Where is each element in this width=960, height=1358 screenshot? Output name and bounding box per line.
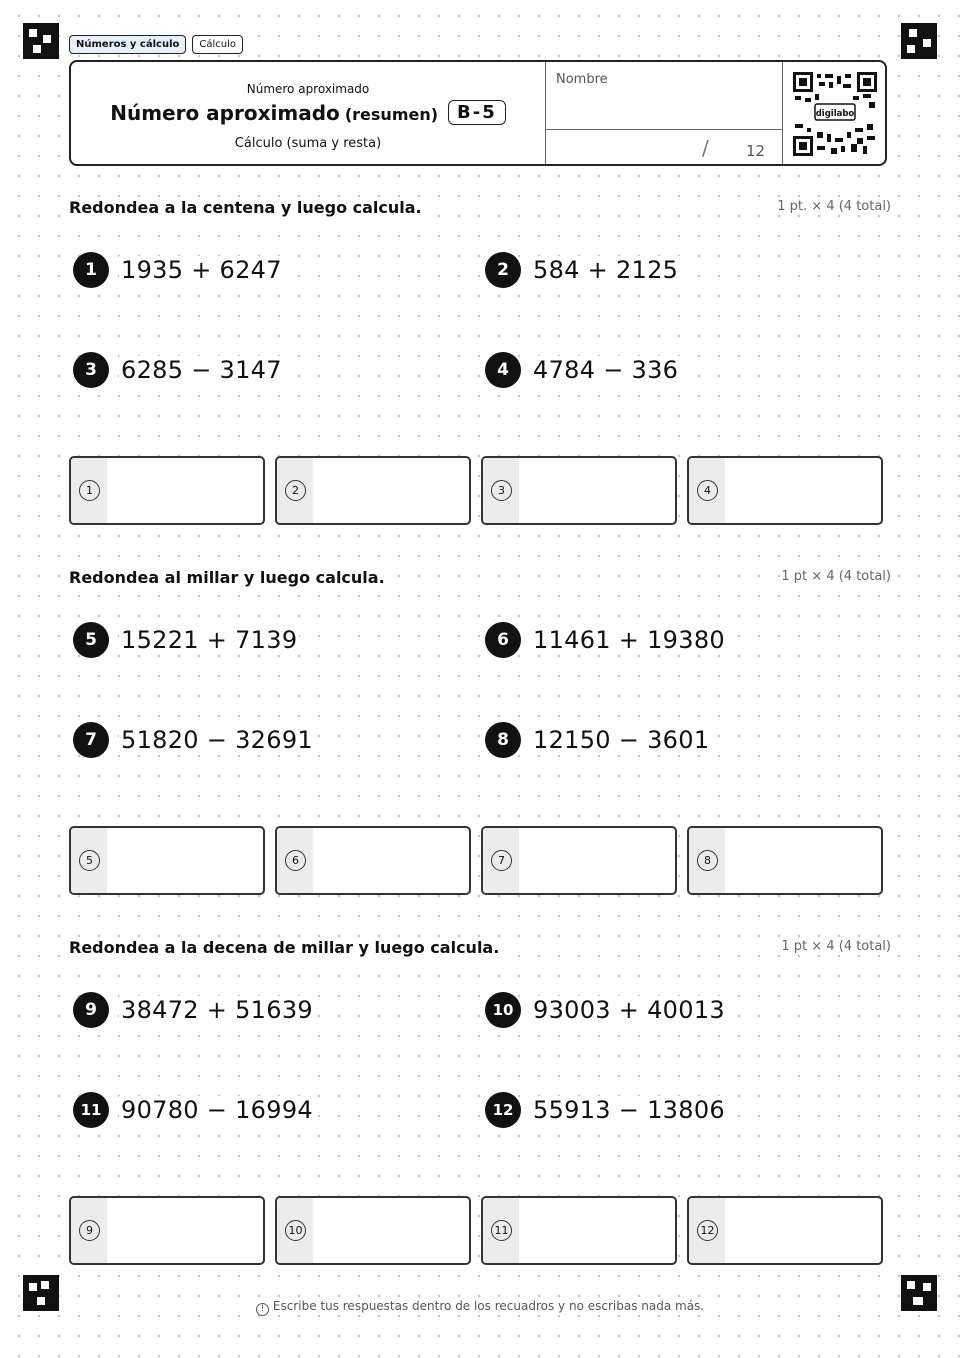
problem-item bbox=[73, 1092, 315, 1128]
header-category: Cálculo (suma y resta) bbox=[234, 136, 382, 151]
problem-expression: 12150 − 3601 bbox=[533, 726, 710, 754]
info-icon: ! bbox=[256, 1303, 269, 1316]
section-title-1: Redondea a la centena y luego calcula. bbox=[69, 198, 422, 217]
answer-box-number: 8 bbox=[697, 850, 718, 871]
header-title-area bbox=[71, 62, 545, 164]
problem-number: 11 bbox=[73, 1092, 109, 1128]
answer-box-number: 9 bbox=[79, 1220, 100, 1241]
corner-marker-top-left bbox=[23, 23, 59, 59]
answer-box[interactable] bbox=[69, 1196, 265, 1265]
problem-expression: 11461 + 19380 bbox=[533, 626, 725, 654]
problem-item bbox=[485, 1092, 727, 1128]
problem-expression: 90780 − 16994 bbox=[121, 1096, 313, 1124]
answer-box-number: 12 bbox=[697, 1220, 718, 1241]
tag-numbers[interactable]: Números y cálculo bbox=[69, 35, 186, 54]
answer-box-number: 1 bbox=[79, 480, 100, 501]
problem-expression: 51820 − 32691 bbox=[121, 726, 313, 754]
problem-item bbox=[485, 722, 711, 758]
answer-box-number: 3 bbox=[491, 480, 512, 501]
problem-expression: 1935 + 6247 bbox=[121, 256, 282, 284]
problem-item bbox=[73, 992, 315, 1028]
tag-calculation[interactable]: Cálculo bbox=[192, 35, 243, 54]
qr-label: digilabo bbox=[815, 109, 855, 119]
answer-box[interactable] bbox=[687, 1196, 883, 1265]
section-title-3: Redondea a la decena de millar y luego calcula. bbox=[69, 938, 500, 957]
answer-box[interactable] bbox=[69, 456, 265, 525]
problem-item bbox=[485, 252, 680, 288]
score-slash: / bbox=[702, 136, 709, 160]
answer-box[interactable] bbox=[481, 456, 677, 525]
section-points-3: 1 pt × 4 (4 total) bbox=[781, 939, 891, 954]
answer-box[interactable] bbox=[481, 1196, 677, 1265]
problem-number: 9 bbox=[73, 992, 109, 1028]
problem-item bbox=[73, 722, 315, 758]
answer-box-number: 5 bbox=[79, 850, 100, 871]
problem-item bbox=[73, 622, 299, 658]
category-tags bbox=[69, 35, 243, 54]
answer-box[interactable] bbox=[275, 1196, 471, 1265]
footer-text: Escribe tus respuestas dentro de los recuadros y no escribas nada más. bbox=[272, 1299, 705, 1313]
problem-number: 1 bbox=[73, 252, 109, 288]
problem-item bbox=[485, 622, 727, 658]
problem-number: 7 bbox=[73, 722, 109, 758]
worksheet-header bbox=[69, 60, 887, 166]
section-points-2: 1 pt × 4 (4 total) bbox=[781, 569, 891, 584]
answer-box[interactable] bbox=[69, 826, 265, 895]
problem-expression: 15221 + 7139 bbox=[121, 626, 298, 654]
problem-expression: 6285 − 3147 bbox=[121, 356, 282, 384]
problem-number: 3 bbox=[73, 352, 109, 388]
answer-box[interactable] bbox=[687, 456, 883, 525]
answer-box-number: 10 bbox=[285, 1220, 306, 1241]
problem-number: 8 bbox=[485, 722, 521, 758]
section-title-2: Redondea al millar y luego calcula. bbox=[69, 568, 385, 587]
name-field[interactable] bbox=[545, 62, 783, 164]
answer-box[interactable] bbox=[275, 456, 471, 525]
name-label: Nombre bbox=[556, 72, 608, 87]
corner-marker-top-right bbox=[901, 23, 937, 59]
problem-expression: 93003 + 40013 bbox=[533, 996, 725, 1024]
problem-item bbox=[485, 992, 727, 1028]
problem-number: 10 bbox=[485, 992, 521, 1028]
problem-number: 12 bbox=[485, 1092, 521, 1128]
answer-box-number: 2 bbox=[285, 480, 306, 501]
problem-number: 2 bbox=[485, 252, 521, 288]
answer-box[interactable] bbox=[481, 826, 677, 895]
qr-code-icon bbox=[793, 72, 877, 156]
header-title-row bbox=[71, 100, 545, 125]
problem-item bbox=[73, 252, 284, 288]
answer-box[interactable] bbox=[275, 826, 471, 895]
problem-number: 6 bbox=[485, 622, 521, 658]
answer-box-number: 6 bbox=[285, 850, 306, 871]
problem-number: 4 bbox=[485, 352, 521, 388]
problem-item bbox=[485, 352, 680, 388]
page-title: Número aproximado (resumen) bbox=[110, 100, 439, 125]
section-points-1: 1 pt. × 4 (4 total) bbox=[777, 199, 891, 214]
problem-expression: 55913 − 13806 bbox=[533, 1096, 725, 1124]
problem-item bbox=[73, 352, 284, 388]
answer-box-number: 7 bbox=[491, 850, 512, 871]
score-total: 12 bbox=[746, 142, 766, 160]
footer-note bbox=[0, 1299, 960, 1316]
problem-expression: 38472 + 51639 bbox=[121, 996, 313, 1024]
worksheet-code: B-5 bbox=[448, 100, 506, 125]
problem-number: 5 bbox=[73, 622, 109, 658]
problem-expression: 584 + 2125 bbox=[533, 256, 679, 284]
problem-expression: 4784 − 336 bbox=[533, 356, 679, 384]
header-subtitle: Número aproximado bbox=[246, 82, 370, 96]
answer-box[interactable] bbox=[687, 826, 883, 895]
name-divider bbox=[546, 129, 782, 130]
answer-box-number: 11 bbox=[491, 1220, 512, 1241]
answer-box-number: 4 bbox=[697, 480, 718, 501]
